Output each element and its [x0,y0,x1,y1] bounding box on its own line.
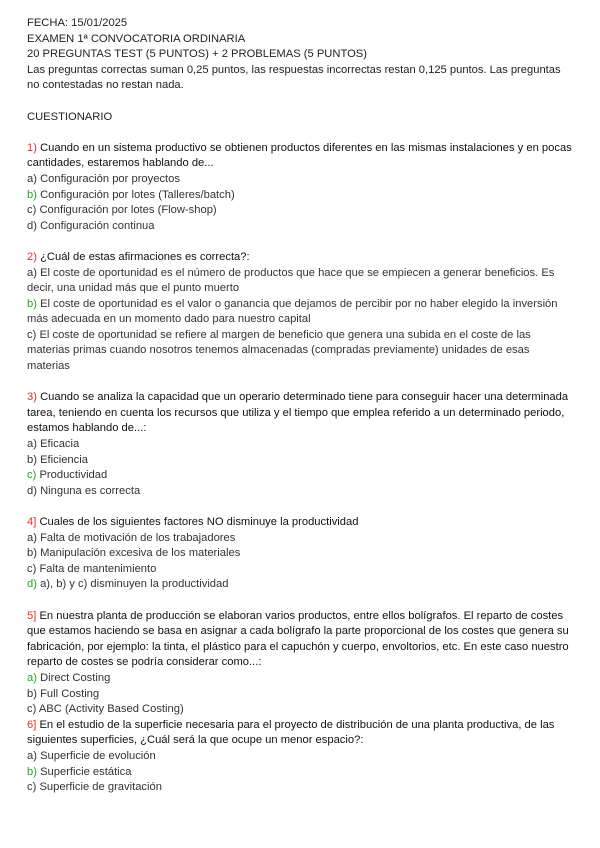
option-a[interactable]: a) Falta de motivación de los trabajadores [27,531,236,544]
question-number: 5] [27,609,37,622]
question-number: 6] [27,718,37,731]
option-d[interactable]: d) a), b) y c) disminuyen la productividad [27,578,229,591]
option-c[interactable]: c) Productividad [27,469,108,482]
option-c[interactable]: c) El coste de oportunidad se refiere al margen de beneficio que genera una subida en el coste de las materias primas cuando nosotros tenemos almacenadas (compradas previamente) unidades de esas materias [27,328,531,373]
correct-marker: b) [27,297,37,310]
exam-title: EXAMEN 1ª CONVOCATORIA ORDINARIA [27,32,246,45]
exam-structure: 20 PREGUNTAS TEST (5 PUNTOS) + 2 PROBLEMAS (5 PUNTOS) [27,48,367,61]
question-text: 6] En el estudio de la superficie necesaria para el proyecto de distribución de una planta productiva, de las siguientes superficies, ¿Cuál será la que ocupe un menor espacio?: [27,718,555,747]
option-b[interactable]: b) Eficiencia [27,453,88,466]
exam-date: FECHA: 15/01/2025 [27,17,128,29]
correct-marker: b) [27,765,37,778]
option-a[interactable]: a) Eficacia [27,438,80,451]
question-number: 2) [27,250,37,263]
option-c[interactable]: c) Falta de mantenimiento [27,562,157,575]
option-b[interactable]: b) Full Costing [27,687,100,700]
question-number: 4] [27,516,37,528]
option-b[interactable]: b) Configuración por lotes (Talleres/batch) [27,188,235,201]
option-a[interactable]: a) Direct Costing [27,671,111,684]
correct-marker: c) [27,469,37,482]
question-text: 3) Cuando se analiza la capacidad que un operario determinado tiene para conseguir hacer una determinada tarea, teniendo en cuenta los recursos que utiliza y el tiempo que emplea referido a un determinado periodo, estamos hablando de...: [27,391,569,435]
question-number: 3) [27,391,37,404]
correct-marker: d) [27,578,37,591]
question-1 [27,141,573,235]
question-5 [27,609,573,718]
question-6 [27,718,573,796]
correct-marker: a) [27,671,37,684]
question-text: 5] En nuestra planta de producción se elaboran varios productos, entre ellos bolígrafos. El reparto de costes que estamos haciendo se basa en asignar a cada bolígrafo la parte proporcional de los costes que genera su fabricación, por ejemplo: la tinta, el plástico para el capuchón y cuerpo, envoltorios, etc. En este caso nuestro reparto de costes se podría considerar como...: [27,609,569,669]
option-d[interactable]: d) Ninguna es correcta [27,484,141,497]
option-a[interactable]: a) Superficie de evolución [27,749,156,762]
option-c[interactable]: c) Superficie de gravitación [27,781,162,794]
exam-rules: Las preguntas correctas suman 0,25 puntos, las respuestas incorrectas restan 0,125 puntos. Las preguntas no contestadas no restan nada. [27,63,561,92]
question-3 [27,390,573,499]
section-title: CUESTIONARIO [27,110,113,123]
question-number: 1) [27,141,37,154]
option-b[interactable]: b) Manipulación excesiva de los materiales [27,547,241,560]
option-d[interactable]: d) Configuración continua [27,219,155,232]
option-a[interactable]: a) El coste de oportunidad es el número de productos que hace que se empiecen a generar beneficios. Es decir, una unidad más que el punto muerto [27,266,555,295]
question-4 [27,515,573,593]
correct-marker: b) [27,188,37,201]
option-a[interactable]: a) Configuración por proyectos [27,172,180,185]
option-b[interactable]: b) Superficie estática [27,765,132,778]
question-text: 2) ¿Cuál de estas afirmaciones es correcta?: [27,250,250,263]
question-2 [27,250,573,375]
question-text: 1) Cuando en un sistema productivo se obtienen productos diferentes en las mismas instalaciones y en pocas cantidades, estaremos hablando de... [27,141,572,170]
option-c[interactable]: c) Configuración por lotes (Flow-shop) [27,204,217,217]
question-text: 4] Cuales de los siguientes factores NO disminuye la productividad [27,516,359,528]
option-b[interactable]: b) El coste de oportunidad es el valor o ganancia que dejamos de percibir por no haber elegido la inversión más adecuada en un momento dado para nuestro capital [27,297,558,326]
option-c[interactable]: c) ABC (Activity Based Costing) [27,703,184,716]
